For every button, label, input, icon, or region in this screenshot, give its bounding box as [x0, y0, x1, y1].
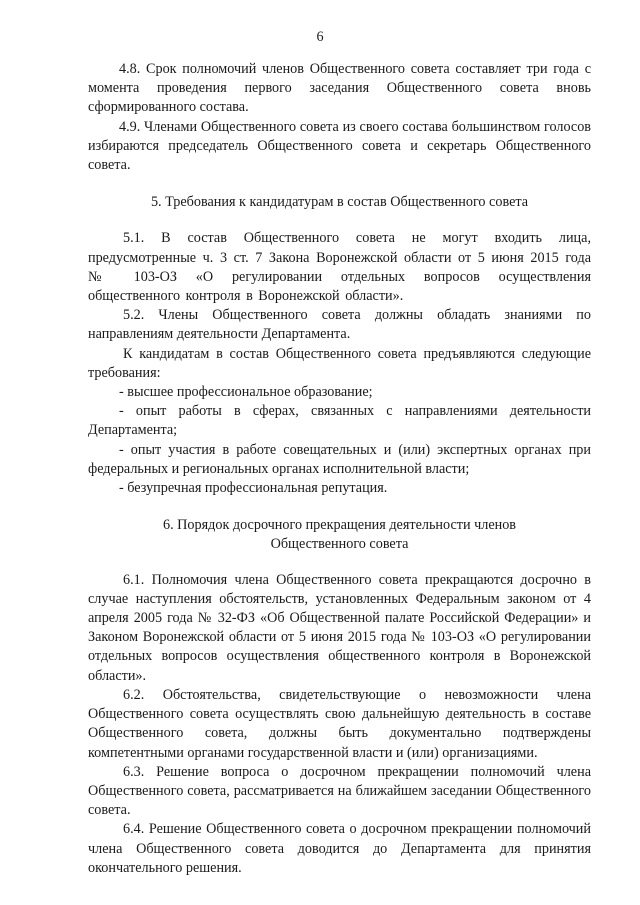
- paragraph-6-2: 6.2. Обстоятельства, свидетельствующие о невозможности члена Общественного совета осуществлять свою дальнейшую деятельность в составе Общественного совета, должны быть документально подтверждены компетентными органами государственной власти и (или) организациями.: [88, 686, 591, 761]
- requirement-item: - высшее профессиональное образование;: [119, 384, 373, 401]
- paragraph-4-8: 4.8. Срок полномочий членов Общественного совета составляет три года с момента проведения первого заседания Общественного совета вновь сформированного состава.: [88, 61, 591, 116]
- paragraph-5-1: 5.1. В состав Общественного совета не могут входить лица, предусмотренные ч. 3 ст. 7 Закона Воронежской области от 5 июня 2015 года № 103-ОЗ «О регулировании отдельных вопросов осуществления общественного контроля в Воронежской области».: [88, 230, 591, 305]
- paragraph-6-1: 6.1. Полномочия члена Общественного совета прекращаются досрочно в случае наступления обстоятельств, установленных Федеральным законом от 4 апреля 2005 года № 32-ФЗ «Об Общественной палате Российской Федерации» и Законом Воронежской области от 5 июня 2015 года № 103-ОЗ «О регулировании отдельных вопросов осуществления общественного контроля в Воронежской области».: [88, 571, 591, 684]
- requirement-item: - опыт работы в сферах, связанных с направлениями деятельности Департамента;: [88, 403, 591, 439]
- page-number: 6: [316, 29, 324, 45]
- paragraph-6-4: 6.4. Решение Общественного совета о досрочном прекращении полномочий члена Общественного совета доводится до Департамента для принятия окончательного решения.: [88, 821, 591, 876]
- requirements-intro: К кандидатам в состав Общественного совета предъявляются следующие требования:: [88, 345, 591, 381]
- document-body: [88, 60, 591, 878]
- section-6-heading: [88, 516, 591, 554]
- section-6-heading-line1: 6. Порядок досрочного прекращения деятельности членов: [162, 517, 517, 534]
- requirement-item: - безупречная профессиональная репутация.: [119, 480, 388, 497]
- requirement-item: - опыт участия в работе совещательных и (или) экспертных органах при федеральных и региональных органах исполнительной власти;: [88, 441, 591, 477]
- paragraph-5-2: 5.2. Члены Общественного совета должны обладать знаниями по направлениям деятельности Департамента.: [88, 307, 591, 343]
- paragraph-6-3: 6.3. Решение вопроса о досрочном прекращении полномочий члена Общественного совета, рассматривается на ближайшем заседании Общественного совета.: [88, 763, 591, 819]
- section-6-heading-line2: Общественного совета: [270, 536, 409, 553]
- section-5-heading: 5. Требования к кандидатурам в состав Общественного совета: [150, 194, 529, 211]
- paragraph-4-9: 4.9. Членами Общественного совета из своего состава большинством голосов избираются председатель Общественного совета и секретарь Общественного совета.: [88, 118, 591, 174]
